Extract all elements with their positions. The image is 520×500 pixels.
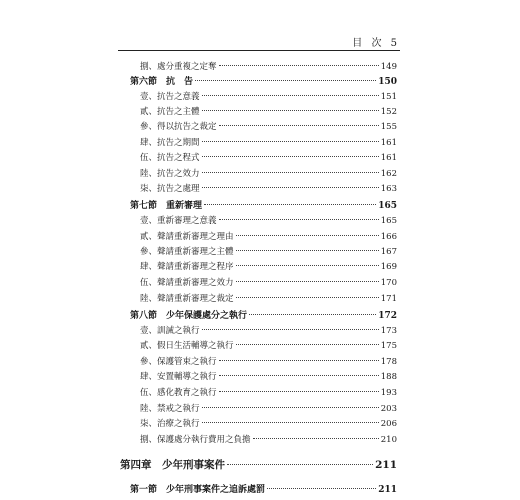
toc-entry-title: 壹、重新審理之意義 — [140, 216, 217, 226]
toc-entry — [140, 260, 397, 272]
toc-entry-page-number: 167 — [380, 247, 397, 257]
toc-entry-page-number: 210 — [380, 435, 397, 445]
toc-entry-title: 伍、抗告之程式 — [140, 153, 200, 163]
toc-entry-page-number: 161 — [380, 138, 397, 148]
toc-entry-title: 參、聲請重新審理之主體 — [140, 247, 234, 257]
toc-entry-title: 參、保護管束之執行 — [140, 357, 217, 367]
toc-entry-title: 第八節 少年保護處分之執行 — [130, 311, 248, 321]
toc-entry — [130, 198, 397, 211]
toc-entry-title: 貳、假日生活輔導之執行 — [140, 341, 234, 351]
dot-leader — [202, 156, 379, 157]
toc-entry — [130, 308, 397, 321]
toc-entry-page-number: 150 — [378, 77, 397, 87]
dot-leader — [202, 187, 379, 188]
toc-entry — [130, 74, 397, 87]
dot-leader — [219, 125, 379, 126]
dot-leader — [219, 375, 379, 376]
toc-entry-page-number: 173 — [380, 326, 397, 336]
toc-entry — [140, 339, 397, 351]
toc-entry-title: 第四章 少年刑事案件 — [120, 459, 225, 471]
dot-leader — [236, 265, 379, 266]
toc-entry — [140, 355, 397, 367]
toc-entry-page-number: 211 — [378, 485, 397, 495]
toc-entry-page-number: 152 — [380, 107, 397, 117]
toc-entry-title: 肆、聲請重新審理之程序 — [140, 262, 234, 272]
toc-entry-page-number: 170 — [380, 278, 397, 288]
toc-entry — [140, 433, 397, 445]
toc-entry-title: 壹、抗告之意義 — [140, 92, 200, 102]
page-header — [118, 34, 400, 51]
dot-leader — [236, 344, 379, 345]
toc-entry-page-number: 193 — [380, 388, 397, 398]
toc-entry — [140, 292, 397, 304]
dot-leader — [202, 407, 379, 408]
toc-entry-title: 貳、聲請重新審理之理由 — [140, 232, 234, 242]
dot-leader — [202, 329, 379, 330]
toc-entry-title: 柒、抗告之處理 — [140, 184, 200, 194]
toc-entry-title: 陸、抗告之效力 — [140, 169, 200, 179]
dot-leader — [202, 110, 379, 111]
dot-leader — [204, 204, 376, 205]
toc-entry-page-number: 175 — [380, 341, 397, 351]
toc-entry-page-number: 165 — [380, 216, 397, 226]
toc-entry — [140, 167, 397, 179]
toc-entry — [140, 105, 397, 117]
toc-entry-page-number: 163 — [380, 184, 397, 194]
toc-entry — [140, 324, 397, 336]
toc-entry-page-number: 166 — [380, 232, 397, 242]
toc-entry-title: 第六節 抗 告 — [130, 77, 194, 87]
toc-entry-page-number: 149 — [380, 62, 397, 72]
toc-entry-page-number: 188 — [380, 372, 397, 382]
toc-entry-title: 伍、聲請重新審理之效力 — [140, 278, 234, 288]
toc-entry-page-number: 162 — [380, 169, 397, 179]
toc-entry-page-number: 151 — [380, 92, 397, 102]
dot-leader — [219, 219, 379, 220]
dot-leader — [219, 391, 379, 392]
toc-entry-title: 第一節 少年刑事案件之追訴處罰 — [130, 485, 266, 495]
dot-leader — [202, 141, 379, 142]
toc-entry-title: 陸、聲請重新審理之裁定 — [140, 294, 234, 304]
toc-entry — [140, 214, 397, 226]
dot-leader — [202, 172, 379, 173]
toc-entry-title: 貳、抗告之主體 — [140, 107, 200, 117]
toc-entry — [140, 90, 397, 102]
dot-leader — [253, 438, 379, 439]
toc-entry-title: 捌、處分重複之定奪 — [140, 62, 217, 72]
toc-entry — [140, 182, 397, 194]
toc-entry-page-number: 171 — [380, 294, 397, 304]
toc-entry-title: 陸、禁戒之執行 — [140, 404, 200, 414]
toc-entry-page-number: 211 — [375, 459, 397, 471]
toc-entry-title: 參、得以抗告之裁定 — [140, 122, 217, 132]
toc-entry-title: 壹、訓誡之執行 — [140, 326, 200, 336]
dot-leader — [267, 488, 376, 489]
toc-entry-page-number: 155 — [380, 122, 397, 132]
toc-entry — [140, 60, 397, 72]
toc-entry — [120, 457, 397, 472]
dot-leader — [236, 235, 379, 236]
dot-leader — [202, 422, 379, 423]
running-head: 目 次 5 — [352, 38, 400, 49]
toc-entry-page-number: 165 — [378, 201, 397, 211]
toc-entry — [140, 417, 397, 429]
toc-entry-page-number: 203 — [380, 404, 397, 414]
toc-entry-title: 肆、抗告之期間 — [140, 138, 200, 148]
toc-entry-page-number: 178 — [380, 357, 397, 367]
dot-leader — [202, 95, 379, 96]
toc-entry-title: 伍、感化教育之執行 — [140, 388, 217, 398]
toc-entry — [140, 120, 397, 132]
toc-entry-title: 柒、治療之執行 — [140, 419, 200, 429]
toc-entry-title: 捌、保護處分執行費用之負擔 — [140, 435, 251, 445]
dot-leader — [227, 464, 373, 465]
dot-leader — [236, 297, 379, 298]
toc-entry — [140, 370, 397, 382]
dot-leader — [236, 250, 379, 251]
toc-entry — [140, 230, 397, 242]
toc-entry — [140, 245, 397, 257]
toc-entry — [140, 402, 397, 414]
toc-entry-title: 肆、安置輔導之執行 — [140, 372, 217, 382]
dot-leader — [249, 314, 376, 315]
dot-leader — [219, 65, 379, 66]
toc-entry — [130, 482, 397, 495]
toc-entry — [140, 151, 397, 163]
toc-entry-title: 第七節 重新審理 — [130, 201, 203, 211]
toc-entry-page-number: 172 — [378, 311, 397, 321]
dot-leader — [195, 80, 376, 81]
toc-entry — [140, 386, 397, 398]
toc-entry-page-number: 169 — [380, 262, 397, 272]
toc-entry-page-number: 161 — [380, 153, 397, 163]
toc-entry-page-number: 206 — [380, 419, 397, 429]
toc-entry — [140, 136, 397, 148]
toc-entry — [140, 276, 397, 288]
dot-leader — [219, 360, 379, 361]
dot-leader — [236, 281, 379, 282]
